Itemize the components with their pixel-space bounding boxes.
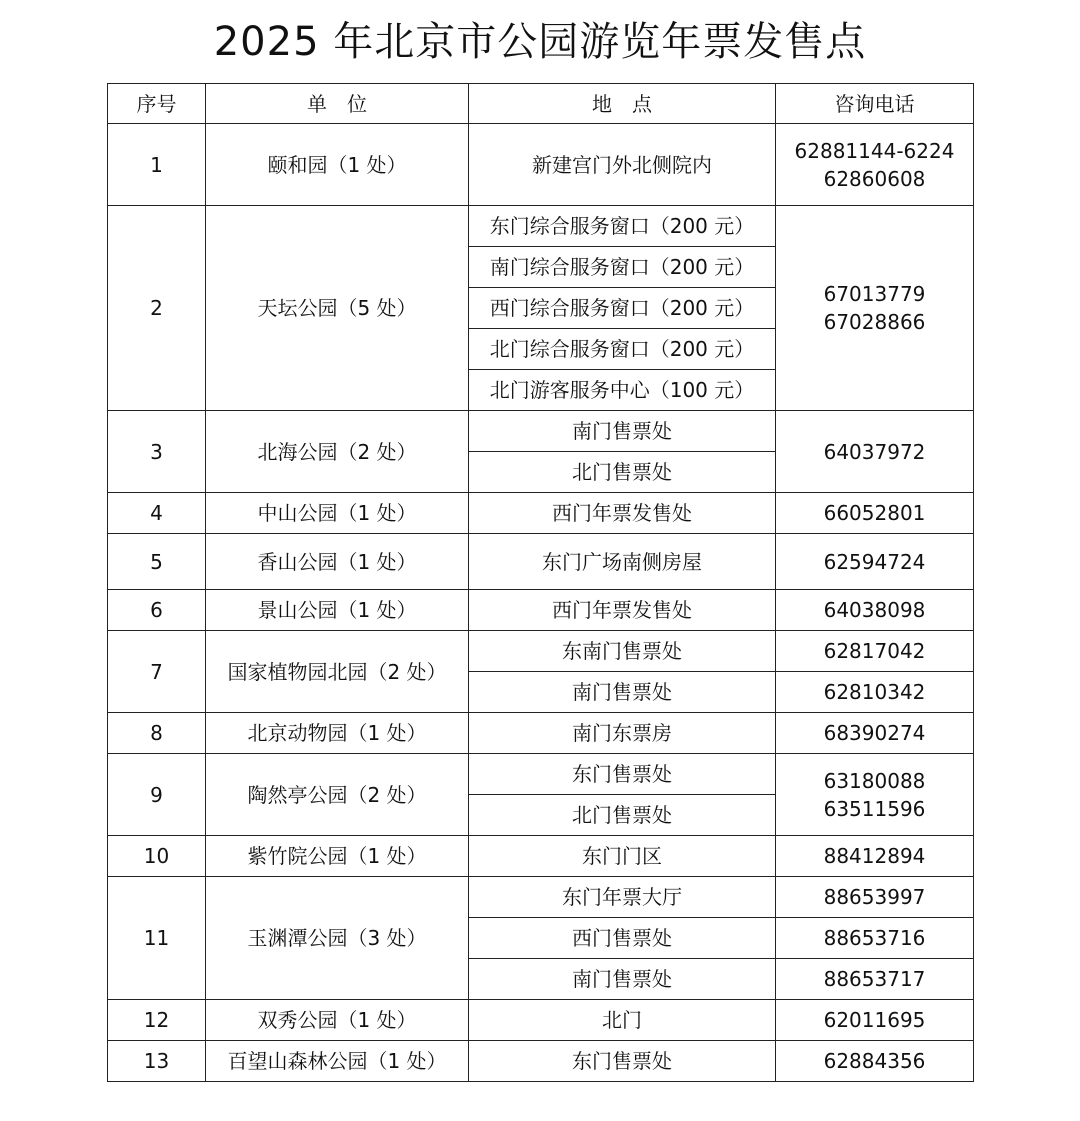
row-unit: 香山公园（1 处） <box>206 534 469 590</box>
table-row <box>108 713 974 754</box>
row-seq: 3 <box>108 411 206 493</box>
phone-number: 62881144-6224 <box>794 138 955 163</box>
table-row <box>108 590 974 631</box>
table-row <box>108 1000 974 1041</box>
table-header-row <box>108 84 974 124</box>
row-phone: 62011695 <box>776 1000 974 1041</box>
row-location: 南门售票处 <box>469 411 776 452</box>
row-unit: 北京动物园（1 处） <box>206 713 469 754</box>
row-unit: 北海公园（2 处） <box>206 411 469 493</box>
row-unit: 紫竹院公园（1 处） <box>206 836 469 877</box>
table-row <box>108 534 974 590</box>
row-location: 西门年票发售处 <box>469 590 776 631</box>
row-location: 东门售票处 <box>469 754 776 795</box>
row-seq: 2 <box>108 206 206 411</box>
phone-number: 63180088 <box>823 768 926 793</box>
row-phone: 88653717 <box>776 959 974 1000</box>
table-row <box>108 1041 974 1082</box>
row-seq: 11 <box>108 877 206 1000</box>
row-unit: 双秀公园（1 处） <box>206 1000 469 1041</box>
table-row <box>108 877 974 918</box>
row-unit: 国家植物园北园（2 处） <box>206 631 469 713</box>
table-row <box>108 411 974 452</box>
row-phone: 88412894 <box>776 836 974 877</box>
row-seq: 12 <box>108 1000 206 1041</box>
phone-number: 67028866 <box>823 310 926 334</box>
row-phone: 62594724 <box>776 534 974 590</box>
row-seq: 8 <box>108 713 206 754</box>
row-unit: 百望山森林公园（1 处） <box>206 1041 469 1082</box>
row-location: 南门售票处 <box>469 672 776 713</box>
row-location: 北门游客服务中心（100 元） <box>469 370 776 411</box>
header-unit: 单 位 <box>206 84 469 124</box>
row-location: 北门综合服务窗口（200 元） <box>469 329 776 370</box>
row-location: 东门售票处 <box>469 1041 776 1082</box>
row-phone: 88653716 <box>776 918 974 959</box>
header-phone: 咨询电话 <box>776 84 974 124</box>
row-location: 北门售票处 <box>469 795 776 836</box>
row-phone: 62884356 <box>776 1041 974 1082</box>
row-location: 北门售票处 <box>469 452 776 493</box>
row-location: 东门综合服务窗口（200 元） <box>469 206 776 247</box>
row-location: 东门年票大厅 <box>469 877 776 918</box>
row-unit: 景山公园（1 处） <box>206 590 469 631</box>
row-seq: 9 <box>108 754 206 836</box>
row-phone: 62810342 <box>776 672 974 713</box>
phone-number: 67013779 <box>823 282 926 306</box>
header-location: 地 点 <box>469 84 776 124</box>
row-location: 西门售票处 <box>469 918 776 959</box>
row-phone <box>776 754 974 836</box>
row-location: 东南门售票处 <box>469 631 776 672</box>
row-location: 西门年票发售处 <box>469 493 776 534</box>
ticket-sales-table <box>107 83 974 1082</box>
table-row <box>108 836 974 877</box>
table-row <box>108 493 974 534</box>
row-unit: 中山公园（1 处） <box>206 493 469 534</box>
row-phone: 64038098 <box>776 590 974 631</box>
row-phone <box>776 124 974 206</box>
page-title: 2025 年北京市公园游览年票发售点 <box>213 19 867 65</box>
row-seq: 4 <box>108 493 206 534</box>
table-row <box>108 124 974 206</box>
table-row <box>108 206 974 247</box>
row-phone: 68390274 <box>776 713 974 754</box>
row-unit: 颐和园（1 处） <box>206 124 469 206</box>
row-location: 南门综合服务窗口（200 元） <box>469 247 776 288</box>
table-row <box>108 631 974 672</box>
row-location: 新建宫门外北侧院内 <box>469 124 776 206</box>
row-location: 南门售票处 <box>469 959 776 1000</box>
table-row <box>108 754 974 795</box>
row-seq: 7 <box>108 631 206 713</box>
row-phone <box>776 206 974 411</box>
row-phone: 64037972 <box>776 411 974 493</box>
header-seq: 序号 <box>108 84 206 124</box>
row-unit: 陶然亭公园（2 处） <box>206 754 469 836</box>
row-location: 南门东票房 <box>469 713 776 754</box>
phone-number: 62860608 <box>823 166 926 191</box>
row-seq: 6 <box>108 590 206 631</box>
row-unit: 天坛公园（5 处） <box>206 206 469 411</box>
row-seq: 5 <box>108 534 206 590</box>
row-phone: 88653997 <box>776 877 974 918</box>
phone-number: 63511596 <box>823 796 926 821</box>
row-location: 西门综合服务窗口（200 元） <box>469 288 776 329</box>
row-phone: 62817042 <box>776 631 974 672</box>
row-seq: 13 <box>108 1041 206 1082</box>
row-unit: 玉渊潭公园（3 处） <box>206 877 469 1000</box>
row-location: 东门门区 <box>469 836 776 877</box>
row-seq: 1 <box>108 124 206 206</box>
row-phone: 66052801 <box>776 493 974 534</box>
row-seq: 10 <box>108 836 206 877</box>
row-location: 东门广场南侧房屋 <box>469 534 776 590</box>
row-location: 北门 <box>469 1000 776 1041</box>
